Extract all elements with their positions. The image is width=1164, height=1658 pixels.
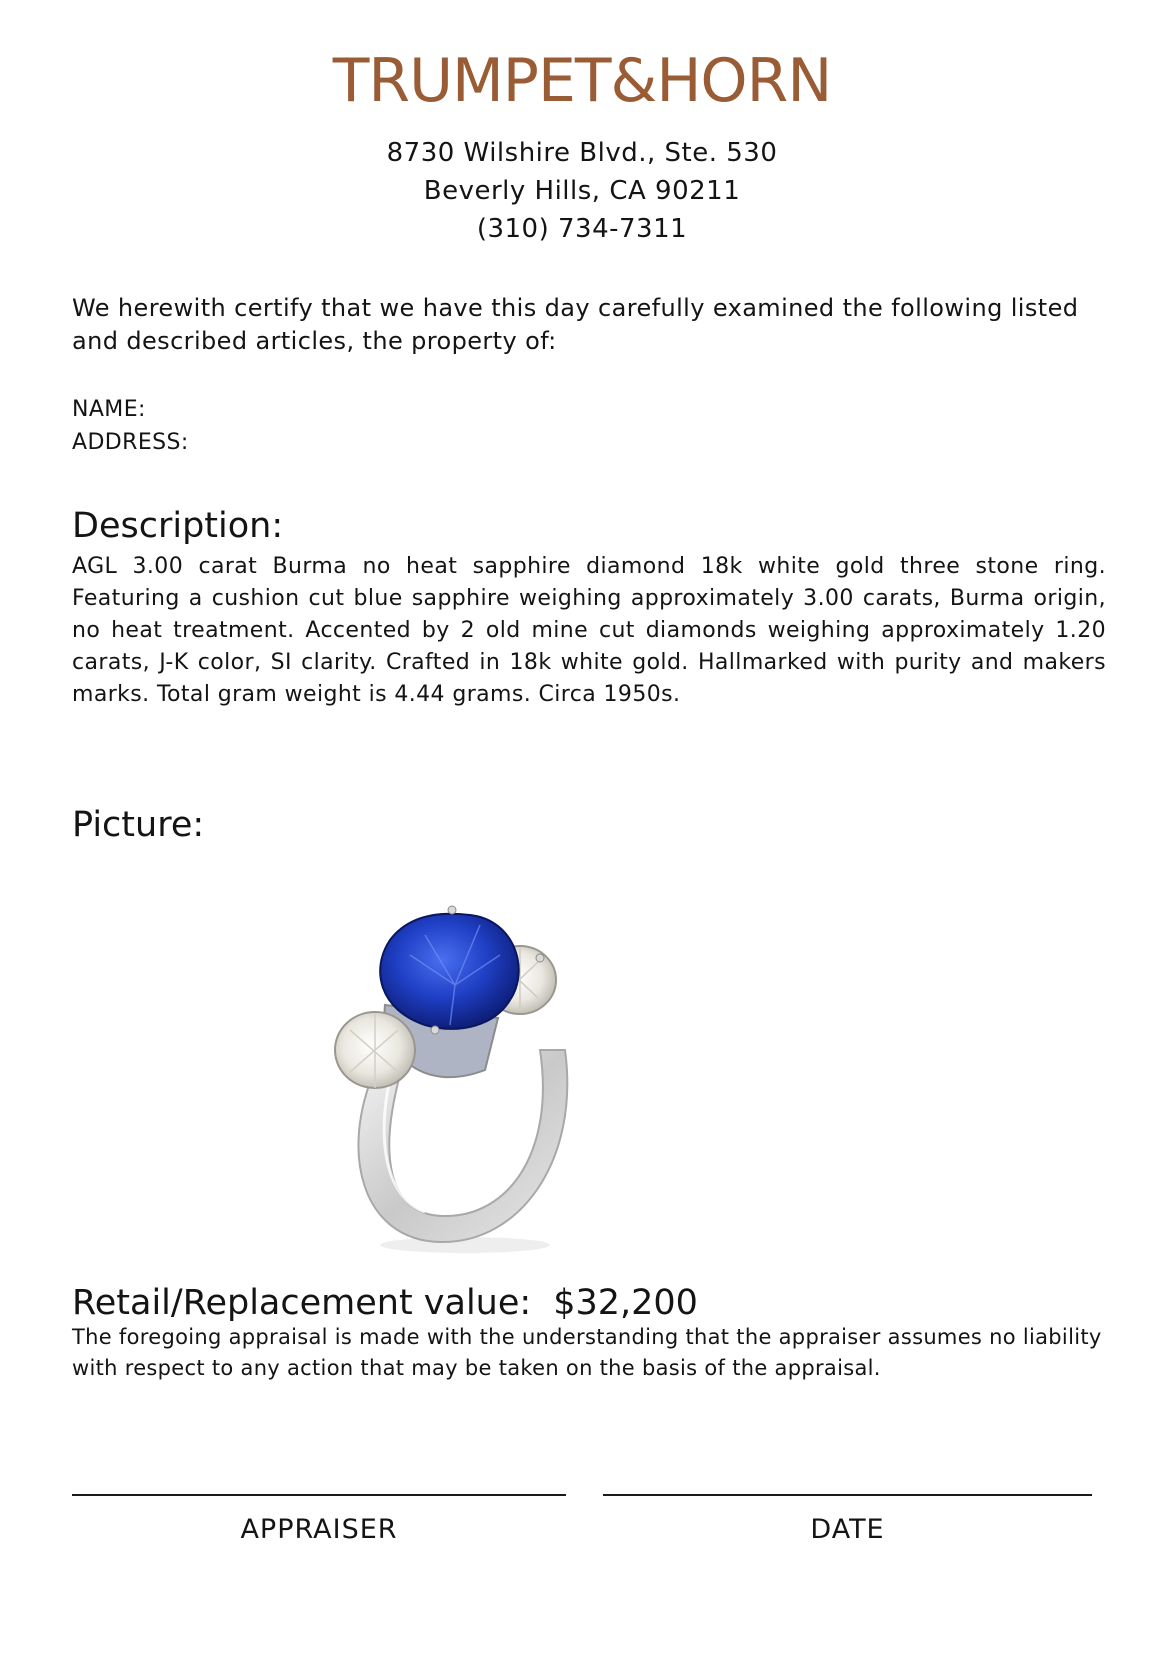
description-text: AGL 3.00 carat Burma no heat sapphire diamond 18k white gold three stone ring. Featuring a cushion cut blue sapphire weighing approximately 3.00 carats, Burma origin, no heat treatment. Accented by 2 old mine cut diamonds weighing approximately 1.20 carats, J-K color, SI clarity. Crafted in 18k white gold. Hallmarked with purity and makers marks. Total gram weight is 4.44 grams. Circa 1950s.	[72, 554, 1106, 707]
address-line-2: Beverly Hills, CA 90211	[423, 176, 741, 206]
sapphire-ring-image	[330, 900, 620, 1260]
liability-disclaimer: The foregoing appraisal is made with the understanding that the appraiser assumes no liability with respect to any action that may be taken on the basis of the appraisal.	[72, 1325, 1102, 1380]
appraiser-signature-line	[72, 1494, 566, 1496]
certification-statement: We herewith certify that we have this day carefully examined the following listed and described articles, the property of:	[72, 294, 1079, 355]
date-label: DATE	[810, 1514, 885, 1545]
value-label: Retail/Replacement value:	[72, 1283, 532, 1323]
brand-logo: TRUMPET&HORN	[332, 46, 832, 116]
owner-fields	[72, 393, 189, 459]
appraiser-label: APPRAISER	[240, 1514, 398, 1545]
store-address	[0, 134, 1164, 248]
name-label: NAME:	[72, 397, 146, 422]
value-amount: $32,200	[553, 1283, 698, 1323]
description-heading: Description:	[72, 506, 284, 546]
date-signature-line	[603, 1494, 1092, 1496]
phone-number: (310) 734-7311	[476, 214, 688, 244]
address-line-1: 8730 Wilshire Blvd., Ste. 530	[386, 138, 778, 168]
address-label: ADDRESS:	[72, 430, 189, 455]
replacement-value	[72, 1281, 698, 1325]
picture-heading: Picture:	[72, 805, 205, 845]
